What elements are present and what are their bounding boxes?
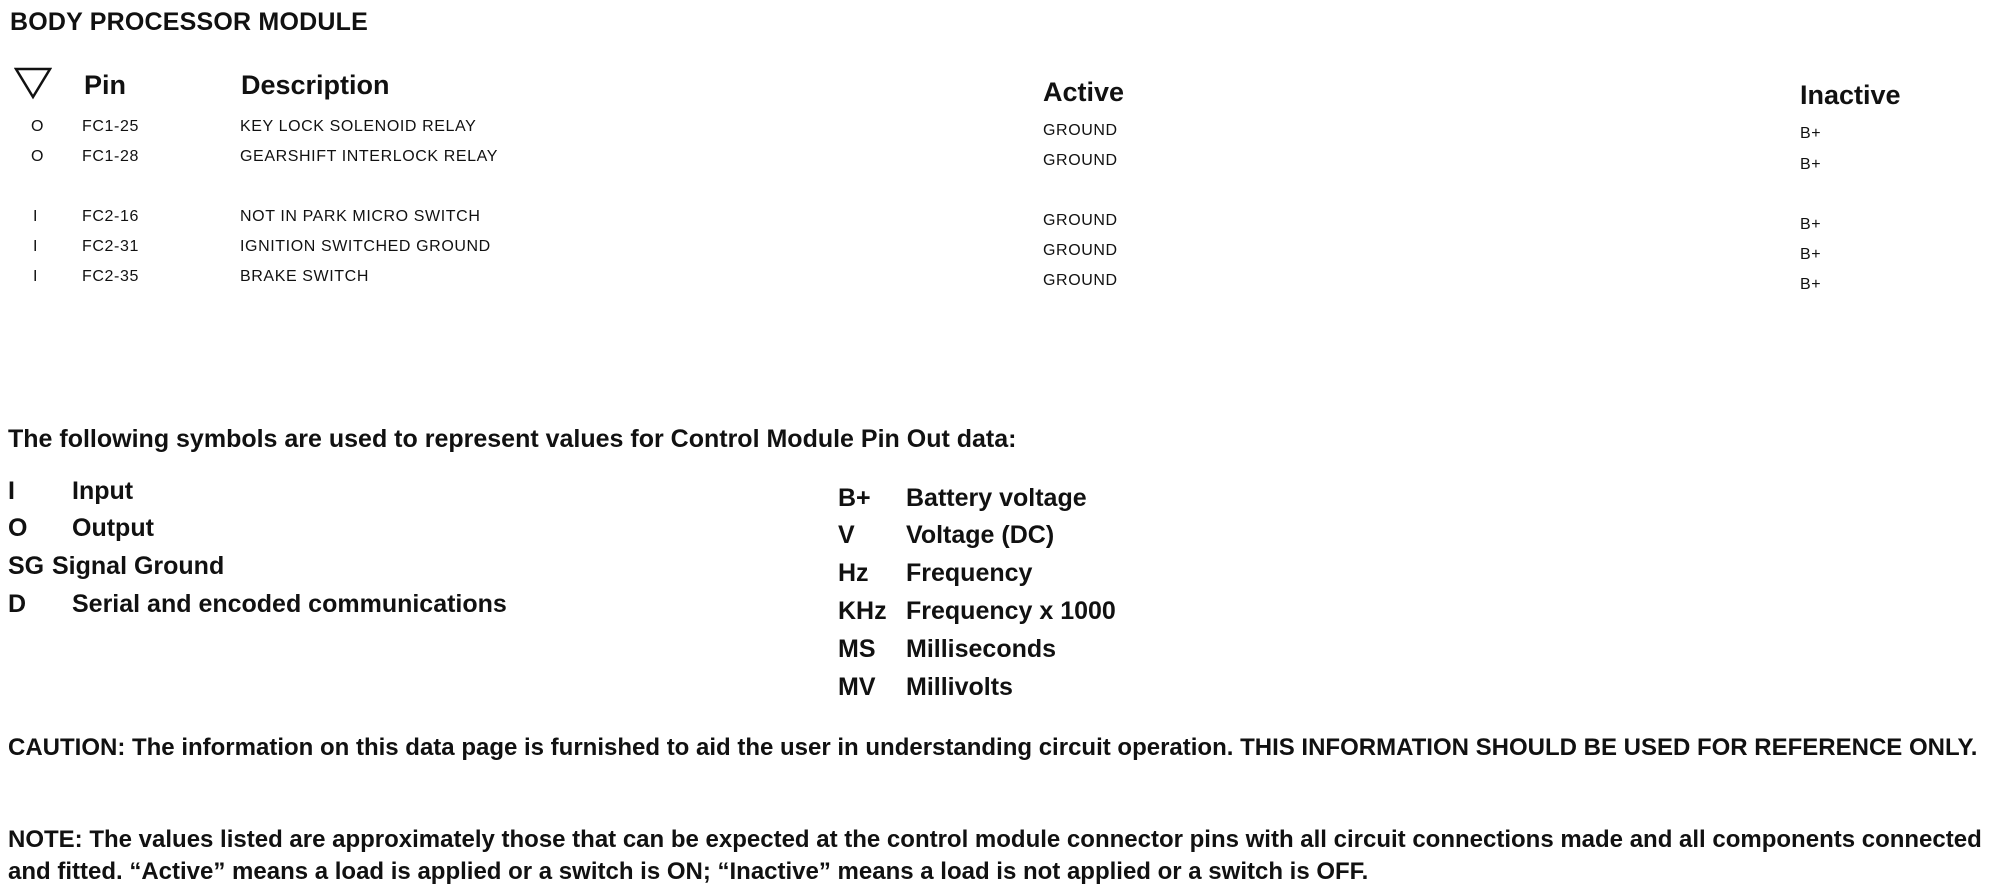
symbols-intro: The following symbols are used to represent values for Control Module Pin Out data: xyxy=(8,425,1017,453)
cell-active: GROUND xyxy=(1043,242,1118,259)
cell-pin: FC2-35 xyxy=(82,268,139,285)
cell-inactive: B+ xyxy=(1800,246,1822,263)
legend-meaning: Millivolts xyxy=(906,673,1013,701)
legend-symbol: Hz xyxy=(838,559,869,587)
cell-inactive: B+ xyxy=(1800,125,1822,142)
cell-inactive: B+ xyxy=(1800,216,1822,233)
cell-description: IGNITION SWITCHED GROUND xyxy=(240,238,491,255)
legend-symbol: O xyxy=(8,514,28,542)
cell-active: GROUND xyxy=(1043,272,1118,289)
legend-symbol: MS xyxy=(838,635,876,663)
cell-pin: FC1-25 xyxy=(82,118,139,135)
column-header-active: Active xyxy=(1043,77,1125,107)
cell-inactive: B+ xyxy=(1800,156,1822,173)
legend-meaning: Signal Ground xyxy=(52,552,225,580)
cell-pin: FC2-16 xyxy=(82,208,139,225)
cell-type: O xyxy=(31,148,45,165)
legend-meaning: Frequency xyxy=(906,559,1033,587)
legend-meaning: Battery voltage xyxy=(906,484,1087,512)
cell-type: O xyxy=(31,118,45,135)
cell-active: GROUND xyxy=(1043,122,1118,139)
legend-meaning: Voltage (DC) xyxy=(906,521,1055,549)
legend-meaning: Milliseconds xyxy=(906,635,1057,663)
triangle-down-icon xyxy=(14,66,52,100)
column-header-pin: Pin xyxy=(84,70,127,100)
legend-meaning: Input xyxy=(72,477,134,505)
cell-description: GEARSHIFT INTERLOCK RELAY xyxy=(240,148,499,165)
cell-type: I xyxy=(33,238,39,255)
legend-symbol: KHz xyxy=(838,597,887,625)
legend-symbol: B+ xyxy=(838,484,871,512)
column-header-description: Description xyxy=(241,70,390,100)
cell-pin: FC2-31 xyxy=(82,238,139,255)
cell-description: NOT IN PARK MICRO SWITCH xyxy=(240,208,481,225)
caution-text: CAUTION: The information on this data page is furnished to aid the user in understanding circuit operation. THIS INFORMATION SHOULD BE USED FOR REFERENCE ONLY. xyxy=(8,734,1978,761)
page-title: BODY PROCESSOR MODULE xyxy=(10,8,368,36)
note-text: NOTE: The values listed are approximately those that can be expected at the control module connector pins with all circuit connections made and all components connected and fitted. “Active” means a load is applied or a switch is ON; “Inactive” means a load is not applied or a switch is OFF. xyxy=(8,826,1982,885)
cell-type: I xyxy=(33,268,39,285)
cell-inactive: B+ xyxy=(1800,276,1822,293)
cell-description: BRAKE SWITCH xyxy=(240,268,369,285)
cell-description: KEY LOCK SOLENOID RELAY xyxy=(240,118,477,135)
legend-meaning: Serial and encoded communications xyxy=(72,590,507,618)
legend-meaning: Output xyxy=(72,514,154,542)
cell-active: GROUND xyxy=(1043,152,1118,169)
legend-meaning: Frequency x 1000 xyxy=(906,597,1116,625)
column-header-inactive: Inactive xyxy=(1800,80,1901,110)
legend-symbol: V xyxy=(838,521,855,549)
cell-pin: FC1-28 xyxy=(82,148,139,165)
legend-symbol: D xyxy=(8,590,27,618)
cell-active: GROUND xyxy=(1043,212,1118,229)
legend-symbol: SG xyxy=(8,552,45,580)
legend-symbol: I xyxy=(8,477,15,505)
legend-symbol: MV xyxy=(838,673,876,701)
cell-type: I xyxy=(33,208,39,225)
